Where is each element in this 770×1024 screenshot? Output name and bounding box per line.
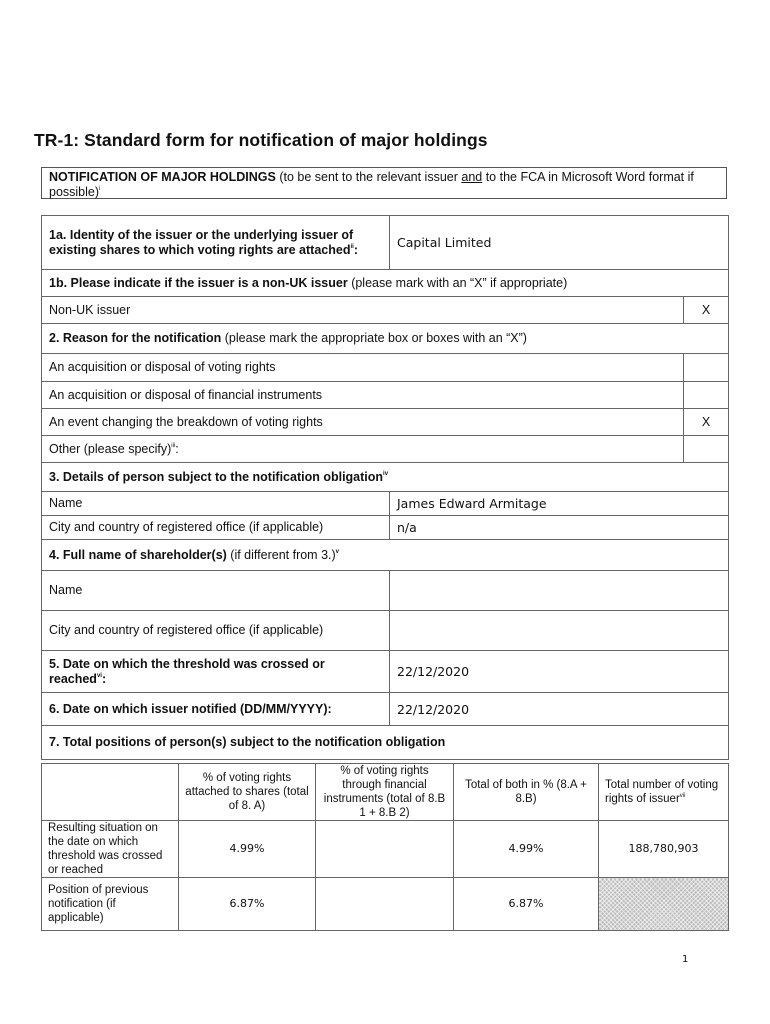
positions-cell-voting-rights[interactable]: 188,780,903 xyxy=(599,821,729,878)
positions-header-voting-rights: Total number of voting rights of issuer$^{vii}$ xyxy=(599,764,729,821)
shareholder-office-label: City and country of registered office (if applicable) xyxy=(42,611,390,651)
non-uk-issuer-label: Non-UK issuer xyxy=(42,297,684,324)
positions-cell-voting-rights-disabled xyxy=(599,878,729,931)
positions-header-total: Total of both in % (8.A + 8.B) xyxy=(454,764,599,821)
shareholder-office-value[interactable] xyxy=(390,611,729,651)
reason-option-checkbox[interactable] xyxy=(684,382,729,409)
other-footnote: iii xyxy=(171,442,176,449)
reason-option-label: An event changing the breakdown of voting rights xyxy=(42,409,684,436)
shareholder-heading: 4. Full name of shareholder(s) (if different from 3.)$^v$ xyxy=(42,540,729,571)
positions-cell-instruments[interactable] xyxy=(316,878,454,931)
total-positions-table xyxy=(41,763,729,931)
shareholder-name-value[interactable] xyxy=(390,571,729,611)
page-title: TR-1: Standard form for notification of major holdings xyxy=(34,130,488,150)
person-office-label: City and country of registered office (if applicable) xyxy=(42,516,390,540)
notice-text-1: (to be sent to the relevant issuer xyxy=(275,170,462,184)
voting-rights-footnote: vii xyxy=(679,793,686,799)
person-name-label: Name xyxy=(42,492,390,516)
non-uk-issuer-checkbox[interactable]: X xyxy=(684,297,729,324)
reason-option-label: Other (please specify)$^{iii}$: xyxy=(42,436,684,463)
issuer-identity-label: 1a. Identity of the issuer or the underlying issuer of existing shares to which voting rights are attached$^{ii}$: xyxy=(42,216,390,270)
positions-cell-instruments[interactable] xyxy=(316,821,454,878)
positions-header-shares: % of voting rights attached to shares (total of 8. A) xyxy=(179,764,316,821)
threshold-date-label: 5. Date on which the threshold was crossed or reached$^{vi}$: xyxy=(42,651,390,693)
positions-cell-shares[interactable]: 4.99% xyxy=(179,821,316,878)
reason-option-checkbox[interactable] xyxy=(684,354,729,382)
threshold-footnote: vi xyxy=(96,672,102,679)
reason-option-checkbox[interactable] xyxy=(684,436,729,463)
total-positions-heading: 7. Total positions of person(s) subject to the notification obligation xyxy=(42,726,729,760)
reason-option-label: An acquisition or disposal of financial instruments xyxy=(42,382,684,409)
notice-heading: NOTIFICATION OF MAJOR HOLDINGS xyxy=(49,170,276,184)
shareholder-footnote: v xyxy=(335,548,340,555)
notification-form-table xyxy=(41,215,729,760)
positions-row-label: Resulting situation on the date on which threshold was crossed or reached xyxy=(42,821,179,878)
threshold-date-value[interactable]: 22/12/2020 xyxy=(390,651,729,693)
reason-heading: 2. Reason for the notification (please mark the appropriate box or boxes with an “X”) xyxy=(42,324,729,354)
positions-cell-total[interactable]: 6.87% xyxy=(454,878,599,931)
page-number: 1 xyxy=(682,954,689,965)
person-footnote: iv xyxy=(383,470,389,477)
positions-row-label: Position of previous notification (if applicable) xyxy=(42,878,179,931)
issuer-footnote: ii xyxy=(350,243,354,250)
positions-cell-shares[interactable]: 6.87% xyxy=(179,878,316,931)
notice-footnote: i xyxy=(99,186,101,192)
person-office-value[interactable]: n/a xyxy=(390,516,729,540)
positions-header-instruments: % of voting rights through financial instruments (total of 8.B 1 + 8.B 2) xyxy=(316,764,454,821)
notice-text-2: to the FCA in Microsoft Word format if possible) xyxy=(49,170,694,199)
non-uk-issuer-heading: 1b. Please indicate if the issuer is a non-UK issuer (please mark with an “X” if appropriate) xyxy=(42,270,729,297)
reason-option-label: An acquisition or disposal of voting rights xyxy=(42,354,684,382)
notified-date-value[interactable]: 22/12/2020 xyxy=(390,693,729,726)
positions-cell-total[interactable]: 4.99% xyxy=(454,821,599,878)
notified-date-label: 6. Date on which issuer notified (DD/MM/YYYY): xyxy=(42,693,390,726)
notice-underlined: and xyxy=(461,170,483,184)
person-details-heading: 3. Details of person subject to the notification obligation$^{iv}$ xyxy=(42,463,729,492)
issuer-identity-value[interactable]: Capital Limited xyxy=(390,216,729,270)
notification-notice xyxy=(41,167,727,199)
shareholder-name-label: Name xyxy=(42,571,390,611)
person-name-value[interactable]: James Edward Armitage xyxy=(390,492,729,516)
positions-header-blank xyxy=(42,764,179,821)
reason-option-checkbox[interactable]: X xyxy=(684,409,729,436)
